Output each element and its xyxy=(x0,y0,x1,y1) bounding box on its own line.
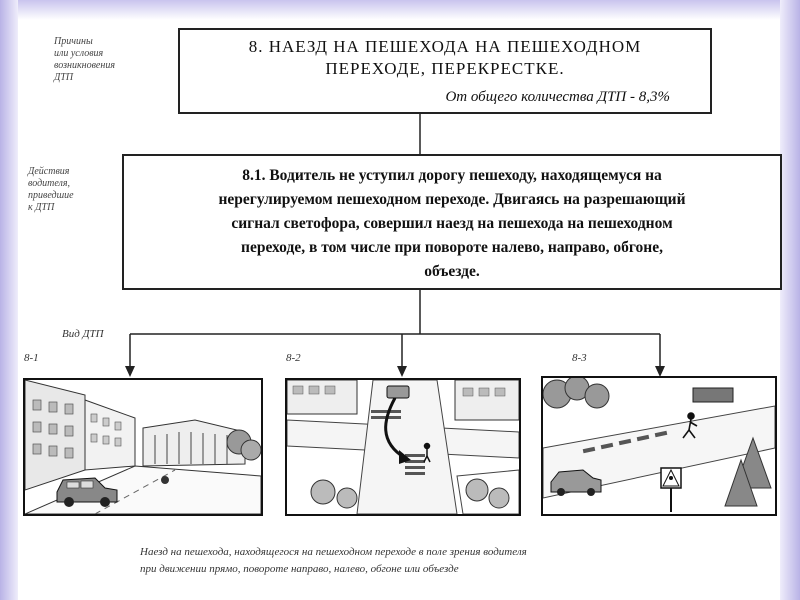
title-line: 8. НАЕЗД НА ПЕШЕХОДА НА ПЕШЕХОДНОМ xyxy=(248,37,642,56)
title-line: ПЕРЕХОДЕ, ПЕРЕКРЕСТКЕ. xyxy=(325,59,565,78)
accident-category-title xyxy=(180,36,710,80)
side-note-line: или условия xyxy=(54,48,104,59)
side-note-line: Действия xyxy=(28,166,70,177)
side-note-causes xyxy=(54,36,115,84)
side-note-line: ДТП xyxy=(54,72,74,83)
side-note-line: Причины xyxy=(54,36,93,47)
text-line: переходе, в том числе при повороте налево, направо, обгоне, xyxy=(241,239,663,256)
accident-category-box xyxy=(178,28,712,114)
illustration-crossing-overtake xyxy=(541,376,777,516)
accident-subcategory-text xyxy=(134,164,770,284)
panel-label-8-2: 8-2 xyxy=(286,352,301,364)
illustration-intersection-turn xyxy=(285,378,521,516)
accident-type-label: Вид ДТП xyxy=(62,328,104,340)
accident-share-text: От общего количества ДТП - 8,3% xyxy=(445,89,670,105)
caption-line: Наезд на пешехода, находящегося на пешеходном переходе в поле зрения водителя xyxy=(140,546,527,558)
side-note-line: к ДТП xyxy=(28,202,55,213)
car-icon xyxy=(387,386,409,398)
accident-subcategory-box xyxy=(122,154,782,290)
text-line: объезде. xyxy=(424,263,480,280)
illustration-caption xyxy=(140,544,740,578)
side-note-actions xyxy=(28,166,74,214)
text-line: 8.1. Водитель не уступил дорогу пешеходу, находящемуся на xyxy=(242,167,662,184)
caption-line: при движении прямо, повороте направо, налево, обгоне или объезде xyxy=(140,563,459,575)
text-line: нерегулируемом пешеходном переходе. Двигаясь на разрешающий xyxy=(218,191,686,208)
panel-label-8-3: 8-3 xyxy=(572,352,587,364)
text-line: сигнал светофора, совершил наезд на пешехода на пешеходном xyxy=(231,215,673,232)
side-note-line: водителя, xyxy=(28,178,71,189)
panel-label-8-1: 8-1 xyxy=(24,352,39,364)
side-note-line: приведшие xyxy=(28,190,74,201)
illustration-street-straight xyxy=(23,378,263,516)
side-note-line: возникновения xyxy=(54,60,115,71)
